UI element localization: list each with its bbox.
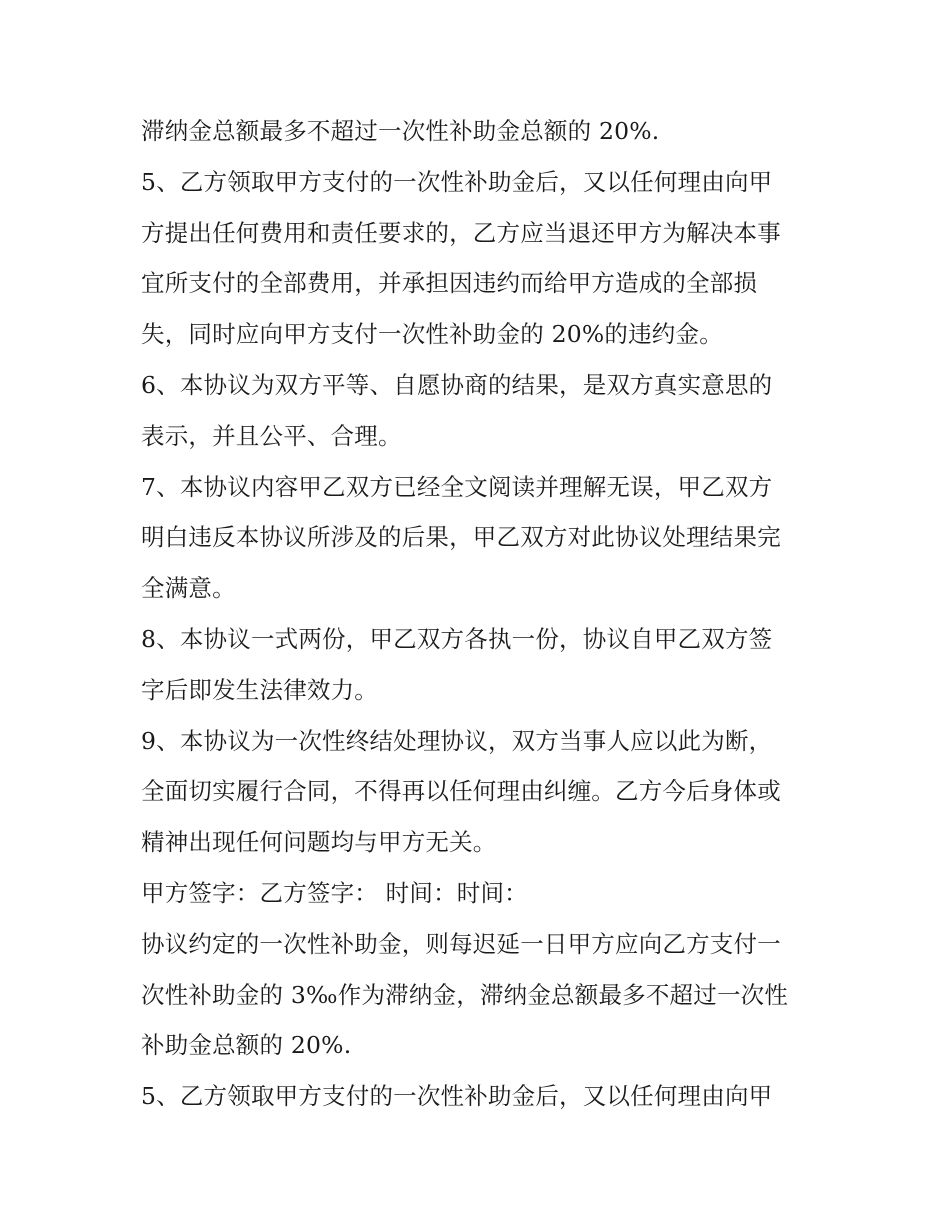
text-line: 5、乙方领取甲方支付的一次性补助金后，又以任何理由向甲 [141, 1082, 773, 1111]
text-line: 7、本协议内容甲乙双方已经全文阅读并理解无误，甲乙双方 [141, 472, 773, 501]
text-line: 全满意。 [141, 574, 236, 603]
document-body [141, 106, 821, 1122]
text-line: 协议约定的一次性补助金，则每迟延一日甲方应向乙方支付一 [141, 929, 781, 958]
text-line: 宜所支付的全部费用，并承担因违约而给甲方造成的全部损 [141, 269, 758, 298]
text-line: 5、乙方领取甲方支付的一次性补助金后，又以任何理由向甲 [141, 167, 773, 196]
text-line: 精神出现任何问题均与甲方无关。 [141, 828, 497, 857]
text-line: 字后即发生法律效力。 [141, 675, 378, 704]
text-line: 次性补助金的 3‰作为滞纳金，滞纳金总额最多不超过一次性 [141, 980, 789, 1009]
text-line: 方提出任何费用和责任要求的，乙方应当退还甲方为解决本事 [141, 218, 781, 247]
text-line: 失，同时应向甲方支付一次性补助金的 20%的违约金。 [141, 320, 723, 349]
text-line: 6、本协议为双方平等、自愿协商的结果，是双方真实意思的 [141, 370, 773, 399]
text-line: 滞纳金总额最多不超过一次性补助金总额的 20%. [141, 117, 660, 145]
text-line: 补助金总额的 20%. [141, 1031, 352, 1060]
text-line: 全面切实履行合同，不得再以任何理由纠缠。乙方今后身体或 [141, 777, 781, 806]
text-line: 表示，并且公平、合理。 [141, 421, 402, 450]
text-line: 明白违反本协议所涉及的后果，甲乙双方对此协议处理结果完 [141, 523, 781, 552]
signature-line: 甲方签字：乙方签字： 时间：时间： [141, 878, 528, 907]
text-line: 9、本协议为一次性终结处理协议，双方当事人应以此为断， [141, 726, 773, 755]
text-line: 8、本协议一式两份，甲乙双方各执一份，协议自甲乙双方签 [141, 624, 773, 653]
